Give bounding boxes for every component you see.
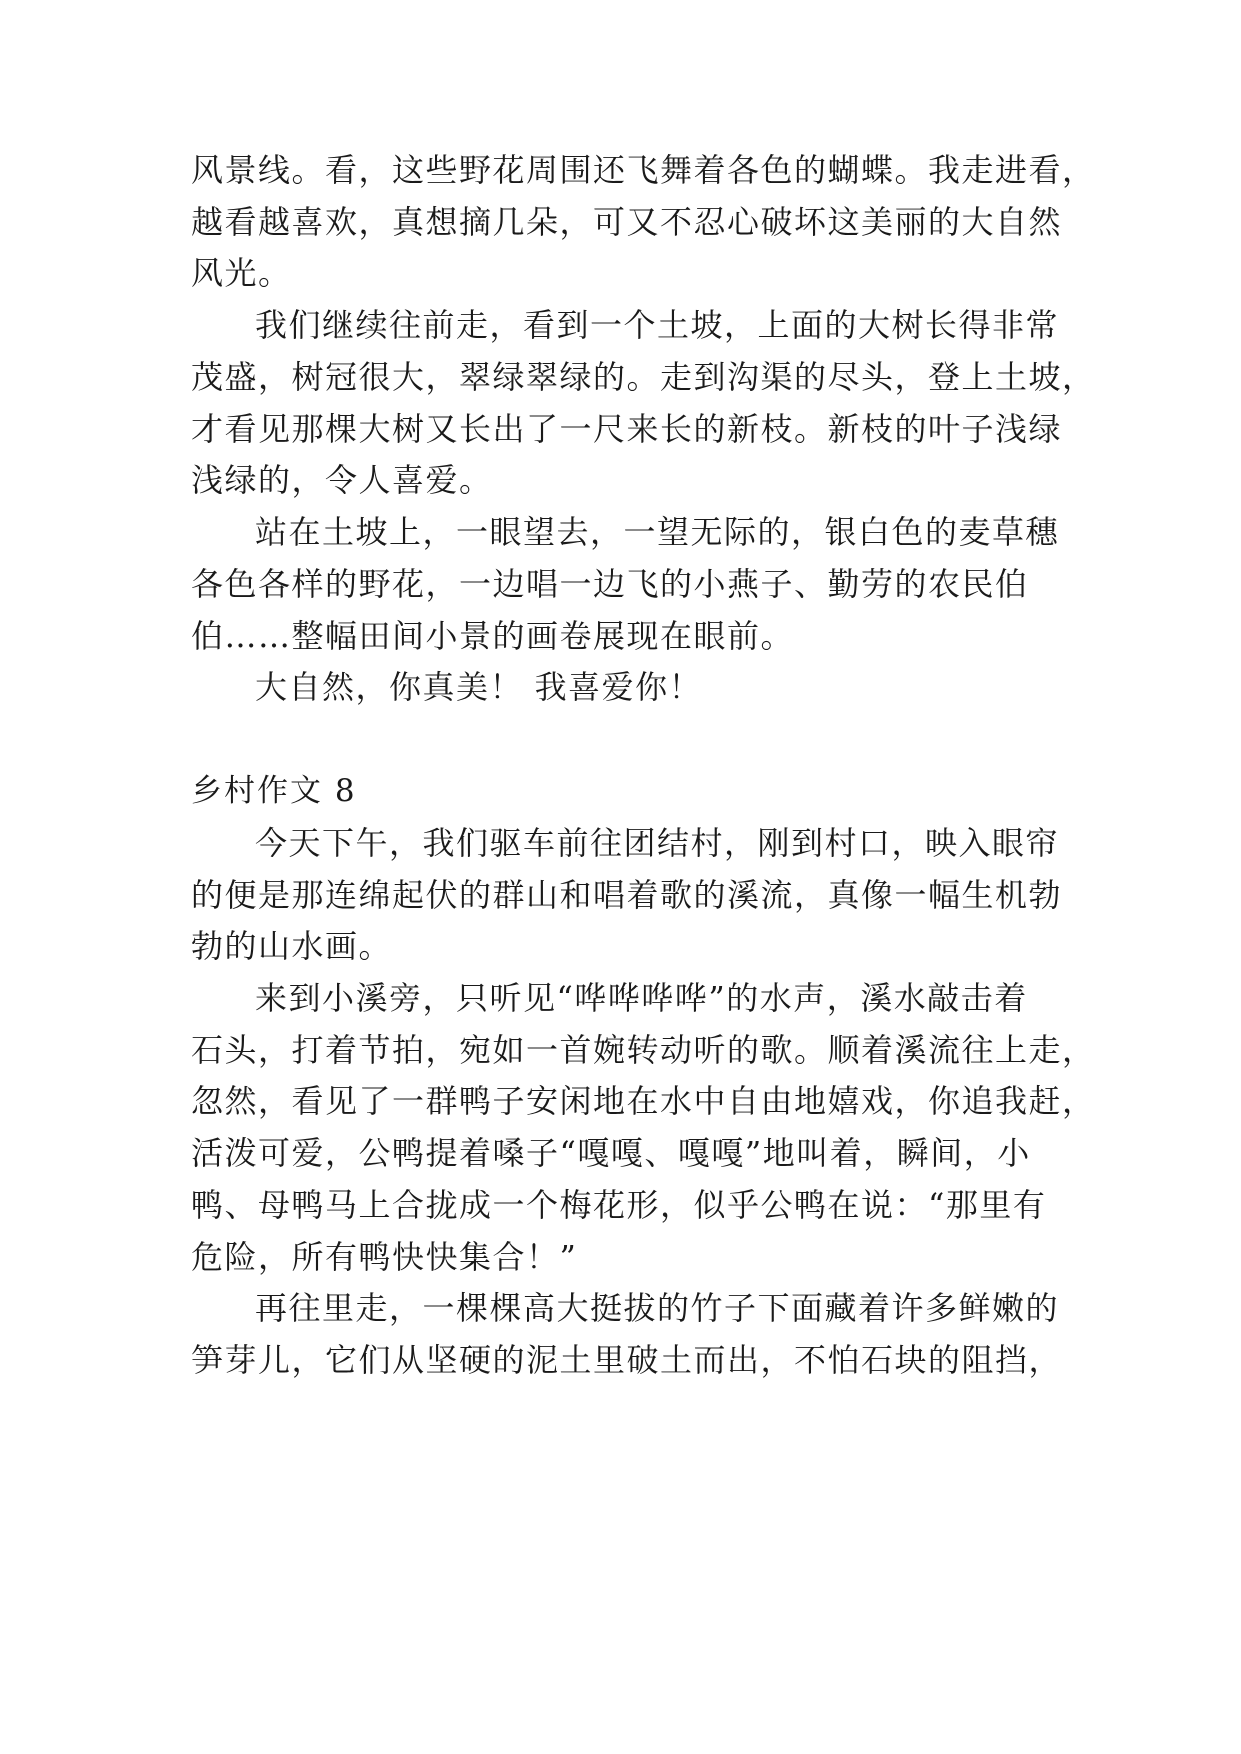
text-line: 笋芽儿，它们从坚硬的泥土里破土而出，不怕石块的阻挡， <box>191 1341 1063 1379</box>
text-line: 浅绿的，令人喜爱。 <box>191 461 493 499</box>
text-line: 茂盛，树冠很大，翠绿翠绿的。走到沟渠的尽头，登上土坡， <box>191 358 1096 396</box>
text-line: 才看见那棵大树又长出了一尺来长的新枝。新枝的叶子浅绿 <box>191 410 1063 448</box>
paragraph-start-line: 今天下午，我们驱车前往团结村，刚到村口，映入眼帘 <box>255 824 1060 862</box>
text-line: 风光。 <box>191 254 292 292</box>
text-line: 风景线。看，这些野花周围还飞舞着各色的蝴蝶。我走进看， <box>191 151 1096 189</box>
text-line: 危险，所有鸭快快集合！” <box>191 1238 578 1276</box>
paragraph-start-line: 大自然，你真美！ 我喜爱你！ <box>255 668 703 706</box>
paragraph-start-line: 我们继续往前走，看到一个土坡，上面的大树长得非常 <box>255 306 1060 344</box>
paragraph-start-line: 再往里走，一棵棵高大挺拔的竹子下面藏着许多鲜嫩的 <box>255 1289 1060 1327</box>
paragraph-start-line: 来到小溪旁，只听见“哗哗哗哗”的水声，溪水敲击着 <box>255 979 1028 1017</box>
paragraph-start-line: 站在土坡上，一眼望去，一望无际的，银白色的麦草穗 <box>255 513 1060 551</box>
text-line: 的便是那连绵起伏的群山和唱着歌的溪流，真像一幅生机勃 <box>191 876 1063 914</box>
text-line: 勃的山水画。 <box>191 927 393 965</box>
text-line: 活泼可爱，公鸭提着嗓子“嘎嘎、嘎嘎”地叫着，瞬间，小 <box>191 1134 1031 1172</box>
text-line: 越看越喜欢，真想摘几朵，可又不忍心破坏这美丽的大自然 <box>191 203 1063 241</box>
text-line: 伯……整幅田间小景的画卷展现在眼前。 <box>191 617 795 655</box>
section-heading: 乡村作文 8 <box>191 773 357 809</box>
text-line: 各色各样的野花，一边唱一边飞的小燕子、勤劳的农民伯 <box>191 565 1029 603</box>
text-line: 石头，打着节拍，宛如一首婉转动听的歌。顺着溪流往上走， <box>191 1031 1096 1069</box>
text-line: 忽然，看见了一群鸭子安闲地在水中自由地嬉戏，你追我赶， <box>191 1082 1096 1120</box>
text-line: 鸭、母鸭马上合拢成一个梅花形，似乎公鸭在说：“那里有 <box>191 1186 1047 1224</box>
